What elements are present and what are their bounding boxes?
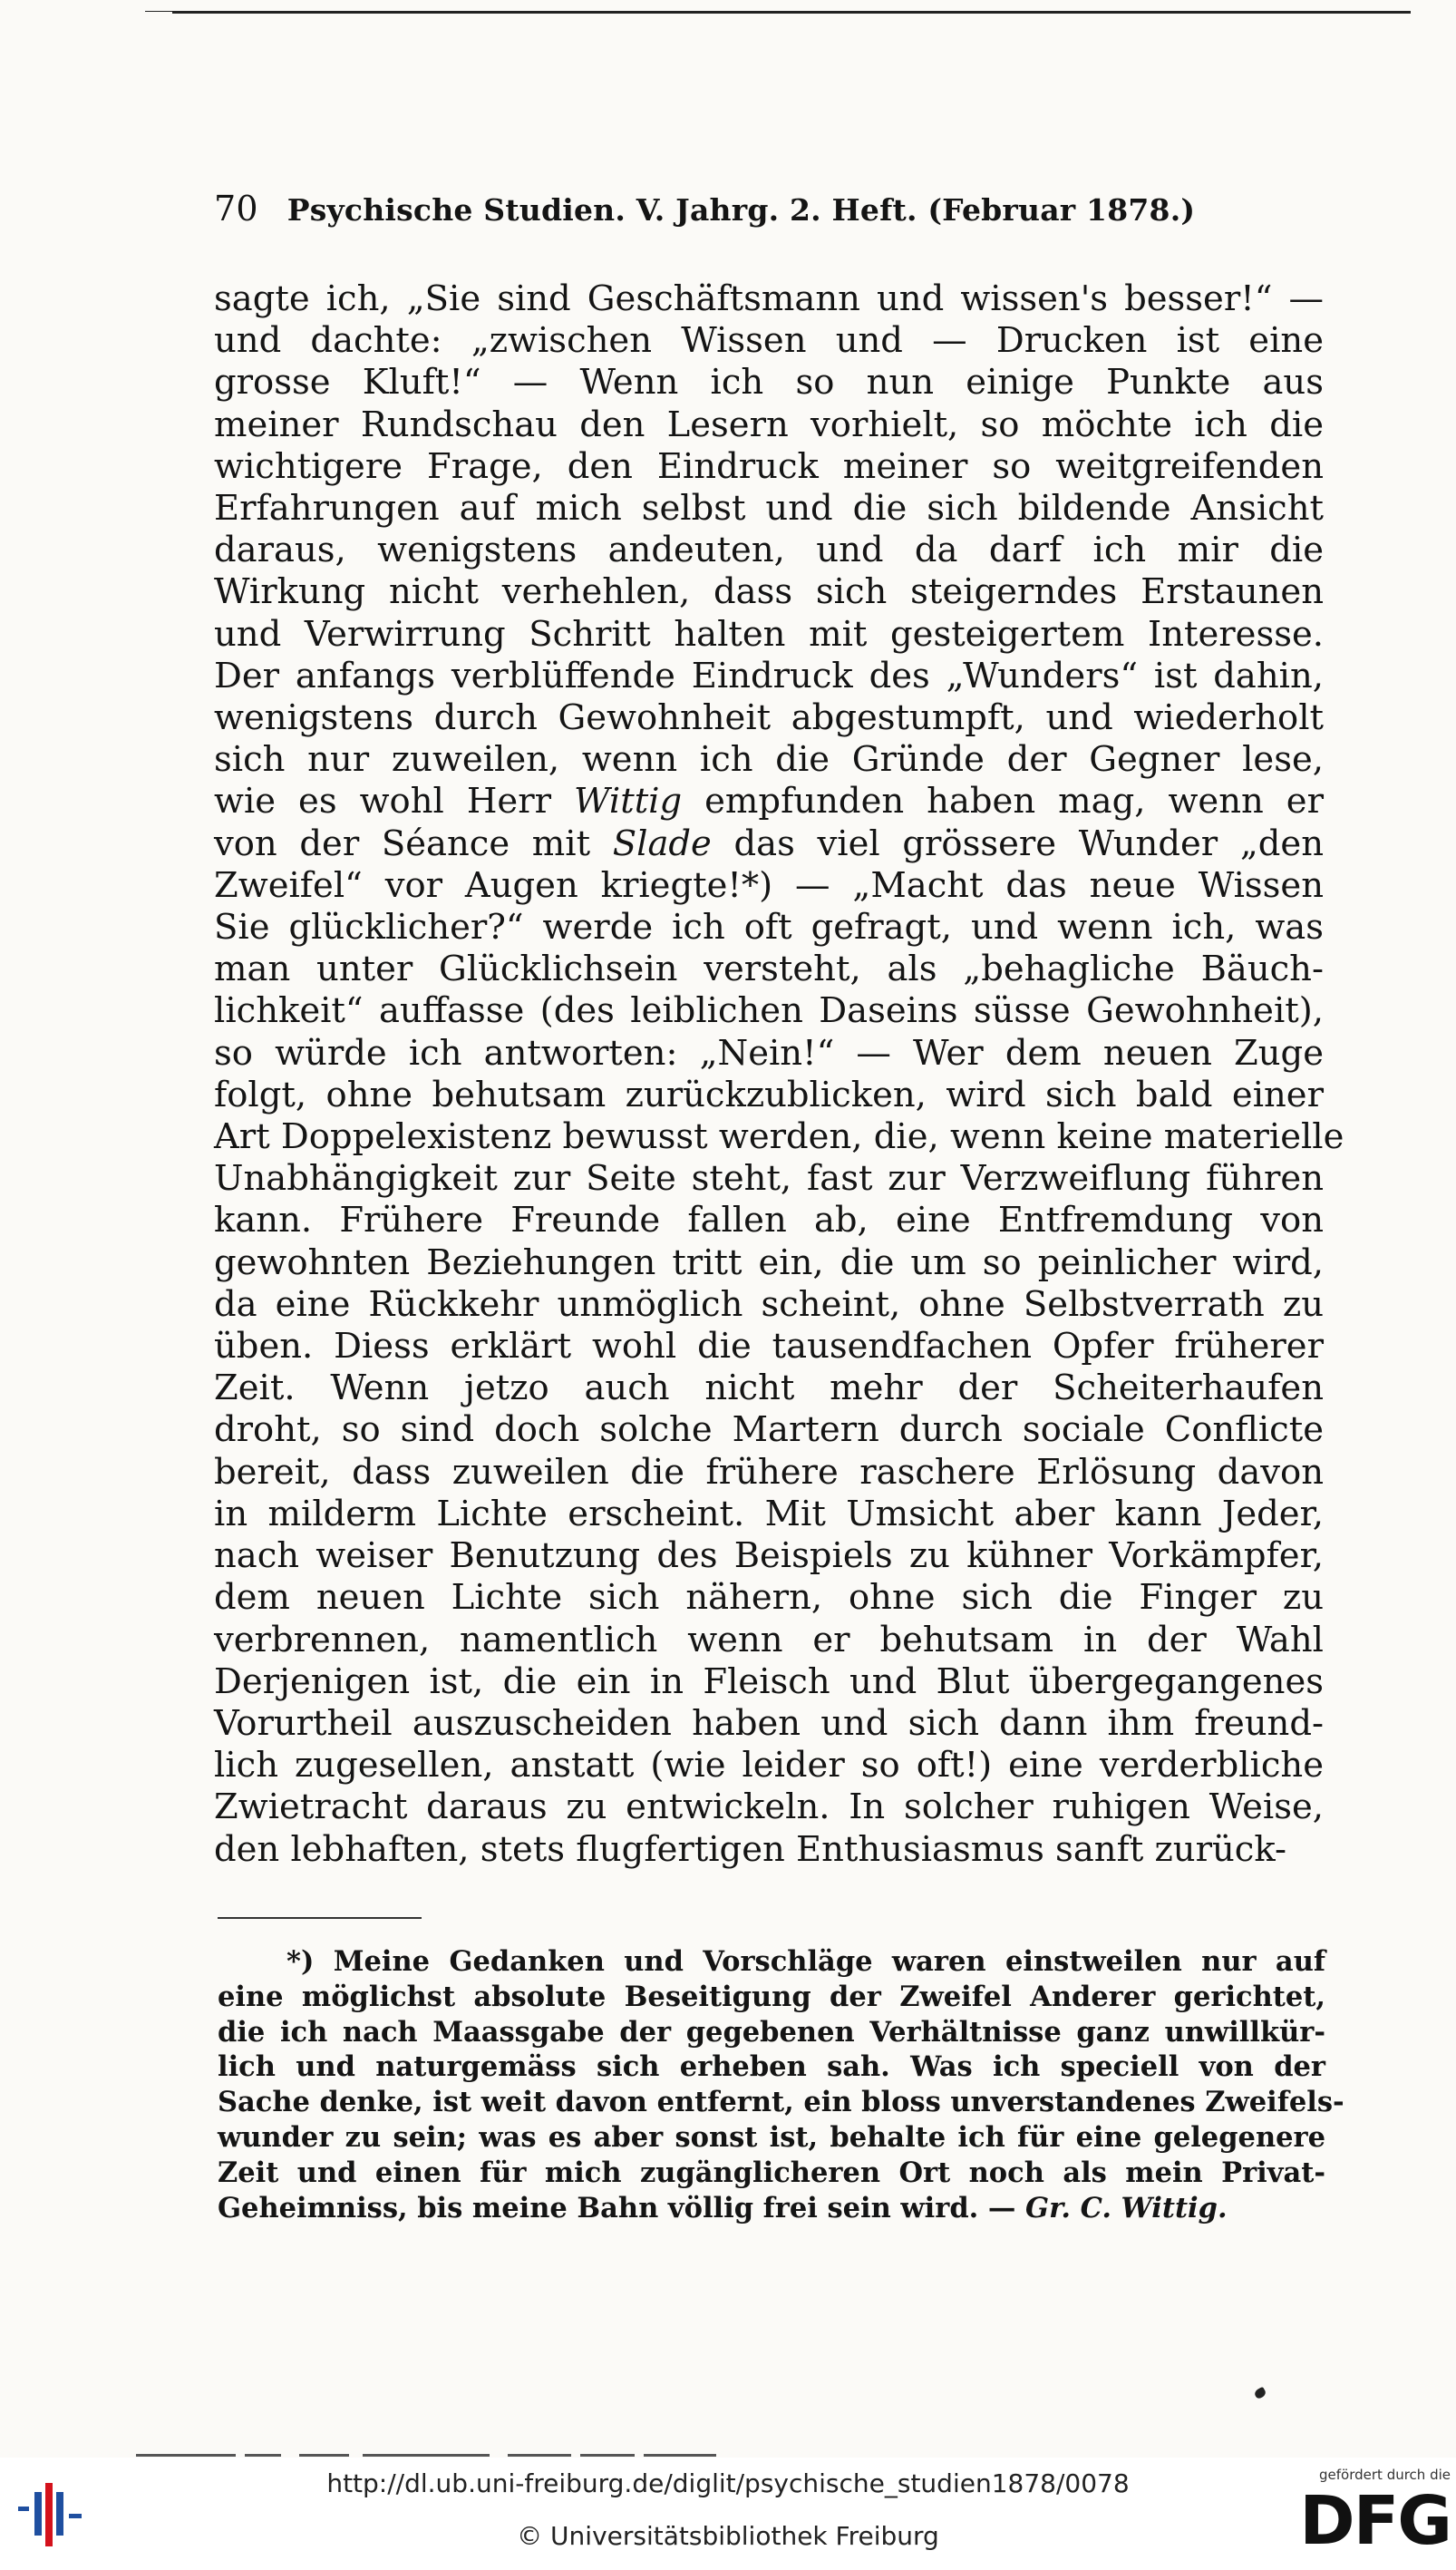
text-line [214,446,1324,488]
text-run: meiner Rundschau den Lesern vorhielt, so möchte ich die [214,404,1324,445]
text-line [214,781,1324,823]
text-line [214,1535,1324,1577]
text-line [214,1786,1324,1828]
text-run: kann. Frühere Freunde fallen ab, eine Entfremdung von [214,1200,1324,1241]
text-line [214,1661,1324,1703]
text-line [214,990,1324,1032]
text-run: nach weiser Benutzung des Beispiels zu kühner Vorkämpfer, [214,1535,1324,1577]
text-line [214,1577,1324,1619]
text-line [214,739,1324,781]
text-line [214,1116,1344,1158]
text-line [214,1033,1324,1075]
top-rule [145,11,1411,14]
text-run: Erfahrungen auf mich selbst und die sich bildende Ansicht [214,488,1324,530]
text-line [214,1494,1324,1535]
text-run: Geheimniss, bis meine Bahn völlig frei sein wird. — [218,2191,1026,2224]
text-line [214,1745,1324,1786]
text-run: so würde ich antworten: „Nein!“ — Wer dem neuen Zuge [214,1032,1324,1074]
text-run: Vorurtheil auszuscheiden haben und sich dann ihm freund- [214,1702,1324,1744]
footnote-line [218,2191,1325,2226]
text-line [214,907,1324,949]
text-line [214,823,1324,865]
footnote-line [218,2156,1325,2191]
text-run: verbrennen, namentlich wenn er behutsam in der Wahl [214,1619,1324,1660]
text-line [214,697,1324,739]
text-line [214,362,1324,404]
text-run: lich und naturgemäss sich erheben sah. Was ich speciell von der [218,2050,1325,2084]
text-run: bereit, dass zuweilen die frühere raschere Erlösung davon [214,1451,1324,1493]
text-run: Sache denke, ist weit davon entfernt, ein bloss unverstandenes Zweifels- [218,2086,1344,2119]
text-run: sich nur zuweilen, wenn ich die Gründe der Gegner lese, [214,739,1324,781]
text-run: lichkeit“ auffasse (des leiblichen Daseins süsse Gewohnheit), [214,990,1324,1032]
text-run: das viel grössere Wunder „den [711,823,1325,864]
text-run: eine möglichst absolute Beseitigung der Zweifel Anderer gerichtet, [218,1980,1325,2013]
text-run: folgt, ohne behutsam zurückzublicken, wird sich bald einer [214,1074,1324,1115]
text-run: Unabhängigkeit zur Seite steht, fast zur Verzweiflung führen [214,1158,1324,1200]
ink-mark [1253,2387,1267,2400]
footnote-line [218,2015,1325,2050]
text-run: Derjenigen ist, die ein in Fleisch und Blut übergegangenes [214,1660,1324,1702]
text-line [214,1284,1324,1326]
page-number: 70 [214,189,258,229]
text-run: von der Séance mit [214,823,613,864]
text-run: da eine Rückkehr unmöglich scheint, ohne Selbstverrath zu [214,1283,1324,1325]
text-run: Sie glücklicher?“ werde ich oft gefragt, und wenn ich, was [214,907,1324,949]
digital-library-footer [0,2458,1456,2570]
text-run: dem neuen Lichte sich nähern, ohne sich die Finger zu [214,1577,1324,1619]
running-header [214,189,1233,229]
dfg-logo-text: DFG [1299,2482,1451,2560]
text-run: Der anfangs verblüffende Eindruck des „Wunders“ ist dahin, [214,655,1324,696]
text-run: Zweifel“ vor Augen kriegte!*) — „Macht das neue Wissen [214,864,1324,906]
text-run: wenigstens durch Gewohnheit abgestumpft, und wiederholt [214,697,1324,739]
text-run: Zeit. Wenn jetzo auch nicht mehr der Scheiterhaufen [214,1368,1324,1409]
text-run: den lebhaften, stets flugfertigen Enthusiasmus sanft zurück- [214,1828,1287,1870]
text-line [214,1703,1324,1745]
footnote-rule [218,1917,422,1919]
text-run: wunder zu sein; was es aber sonst ist, behalte ich für eine gelegenere [218,2120,1325,2154]
running-title: Psychische Studien. V. Jahrg. 2. Heft. (Februar 1878.) [286,192,1196,228]
text-line [214,1620,1324,1661]
text-run: und dachte: „zwischen Wissen und — Drucken ist eine [214,320,1324,362]
text-run: sagte ich, „Sie sind Geschäftsmann und wissen's besser!“ — [214,278,1324,319]
text-line [214,404,1324,446]
footnote-line [218,1980,1325,2015]
text-line [214,488,1324,530]
italic-name: Gr. C. Wittig. [1025,2191,1228,2224]
text-run: üben. Diess erklärt wohl die tausendfachen Opfer früherer [214,1326,1324,1368]
text-run: die ich nach Maassgabe der gegebenen Verhältnisse ganz unwillkür- [218,2015,1325,2049]
dfg-funding-note: gefördert durch die [1319,2467,1451,2483]
main-text [214,278,1344,1871]
text-line [214,614,1324,656]
text-run: gewohnten Beziehungen tritt ein, die um so peinlicher wird, [214,1241,1324,1283]
text-run: empfunden haben mag, wenn er [682,781,1324,823]
text-line [214,530,1324,571]
text-run: Art Doppelexistenz bewusst werden, die, wenn keine materielle [214,1116,1344,1158]
text-line [214,656,1324,697]
footnote-line [218,1944,1325,1980]
text-run: droht, so sind doch solche Martern durch sociale Conflicte [214,1409,1324,1451]
source-url-link[interactable]: http://dl.ub.uni-freiburg.de/diglit/psychische_studien1878/0078 [326,2468,1130,2498]
text-run: grosse Kluft!“ — Wenn ich so nun einige Punkte aus [214,362,1324,404]
text-run: lich zugesellen, anstatt (wie leider so oft!) eine verderbliche [214,1745,1324,1786]
text-line [214,1075,1324,1116]
text-run: Zwietracht daraus zu entwickeln. In solcher ruhigen Weise, [214,1786,1324,1828]
text-run: und Verwirrung Schritt halten mit gesteigertem Interesse. [214,613,1324,655]
text-line [214,1452,1324,1494]
italic-name: Slade [612,823,712,864]
text-line [214,1242,1324,1284]
text-line [214,1326,1324,1368]
text-line [214,571,1324,613]
copyright-notice: © Universitätsbibliothek Freiburg [517,2521,939,2551]
text-line [214,1829,1324,1871]
text-line [214,1200,1324,1241]
text-run: wie es wohl Herr [214,781,575,823]
text-line [214,949,1324,990]
text-run: in milderm Lichte erscheint. Mit Umsicht aber kann Jeder, [214,1493,1324,1534]
italic-name: Wittig [574,781,683,823]
text-run: *) Meine Gedanken und Vorschläge waren einstweilen nur auf [286,1945,1325,1978]
text-line [214,320,1324,362]
footnote-line [218,2120,1325,2156]
text-run: man unter Glücklichsein versteht, als „behagliche Bäuch- [214,949,1324,990]
text-run: Wirkung nicht verhehlen, dass sich steigerndes Erstaunen [214,571,1324,613]
footnote [218,1944,1344,2225]
text-run: wichtigere Frage, den Eindruck meiner so weitgreifenden [214,445,1324,487]
text-line [214,1368,1324,1409]
text-line [214,1158,1324,1200]
text-line [214,1409,1324,1451]
footnote-line [218,2049,1325,2085]
text-run: daraus, wenigstens andeuten, und da darf ich mir die [214,530,1324,571]
text-run: Zeit und einen für mich zugänglicheren Ort noch als mein Privat- [218,2156,1325,2189]
footnote-line [218,2085,1344,2120]
text-line [214,865,1324,907]
dfg-funding-logo [1282,2467,1451,2560]
text-line [214,278,1324,320]
top-rule-gap [145,12,172,15]
